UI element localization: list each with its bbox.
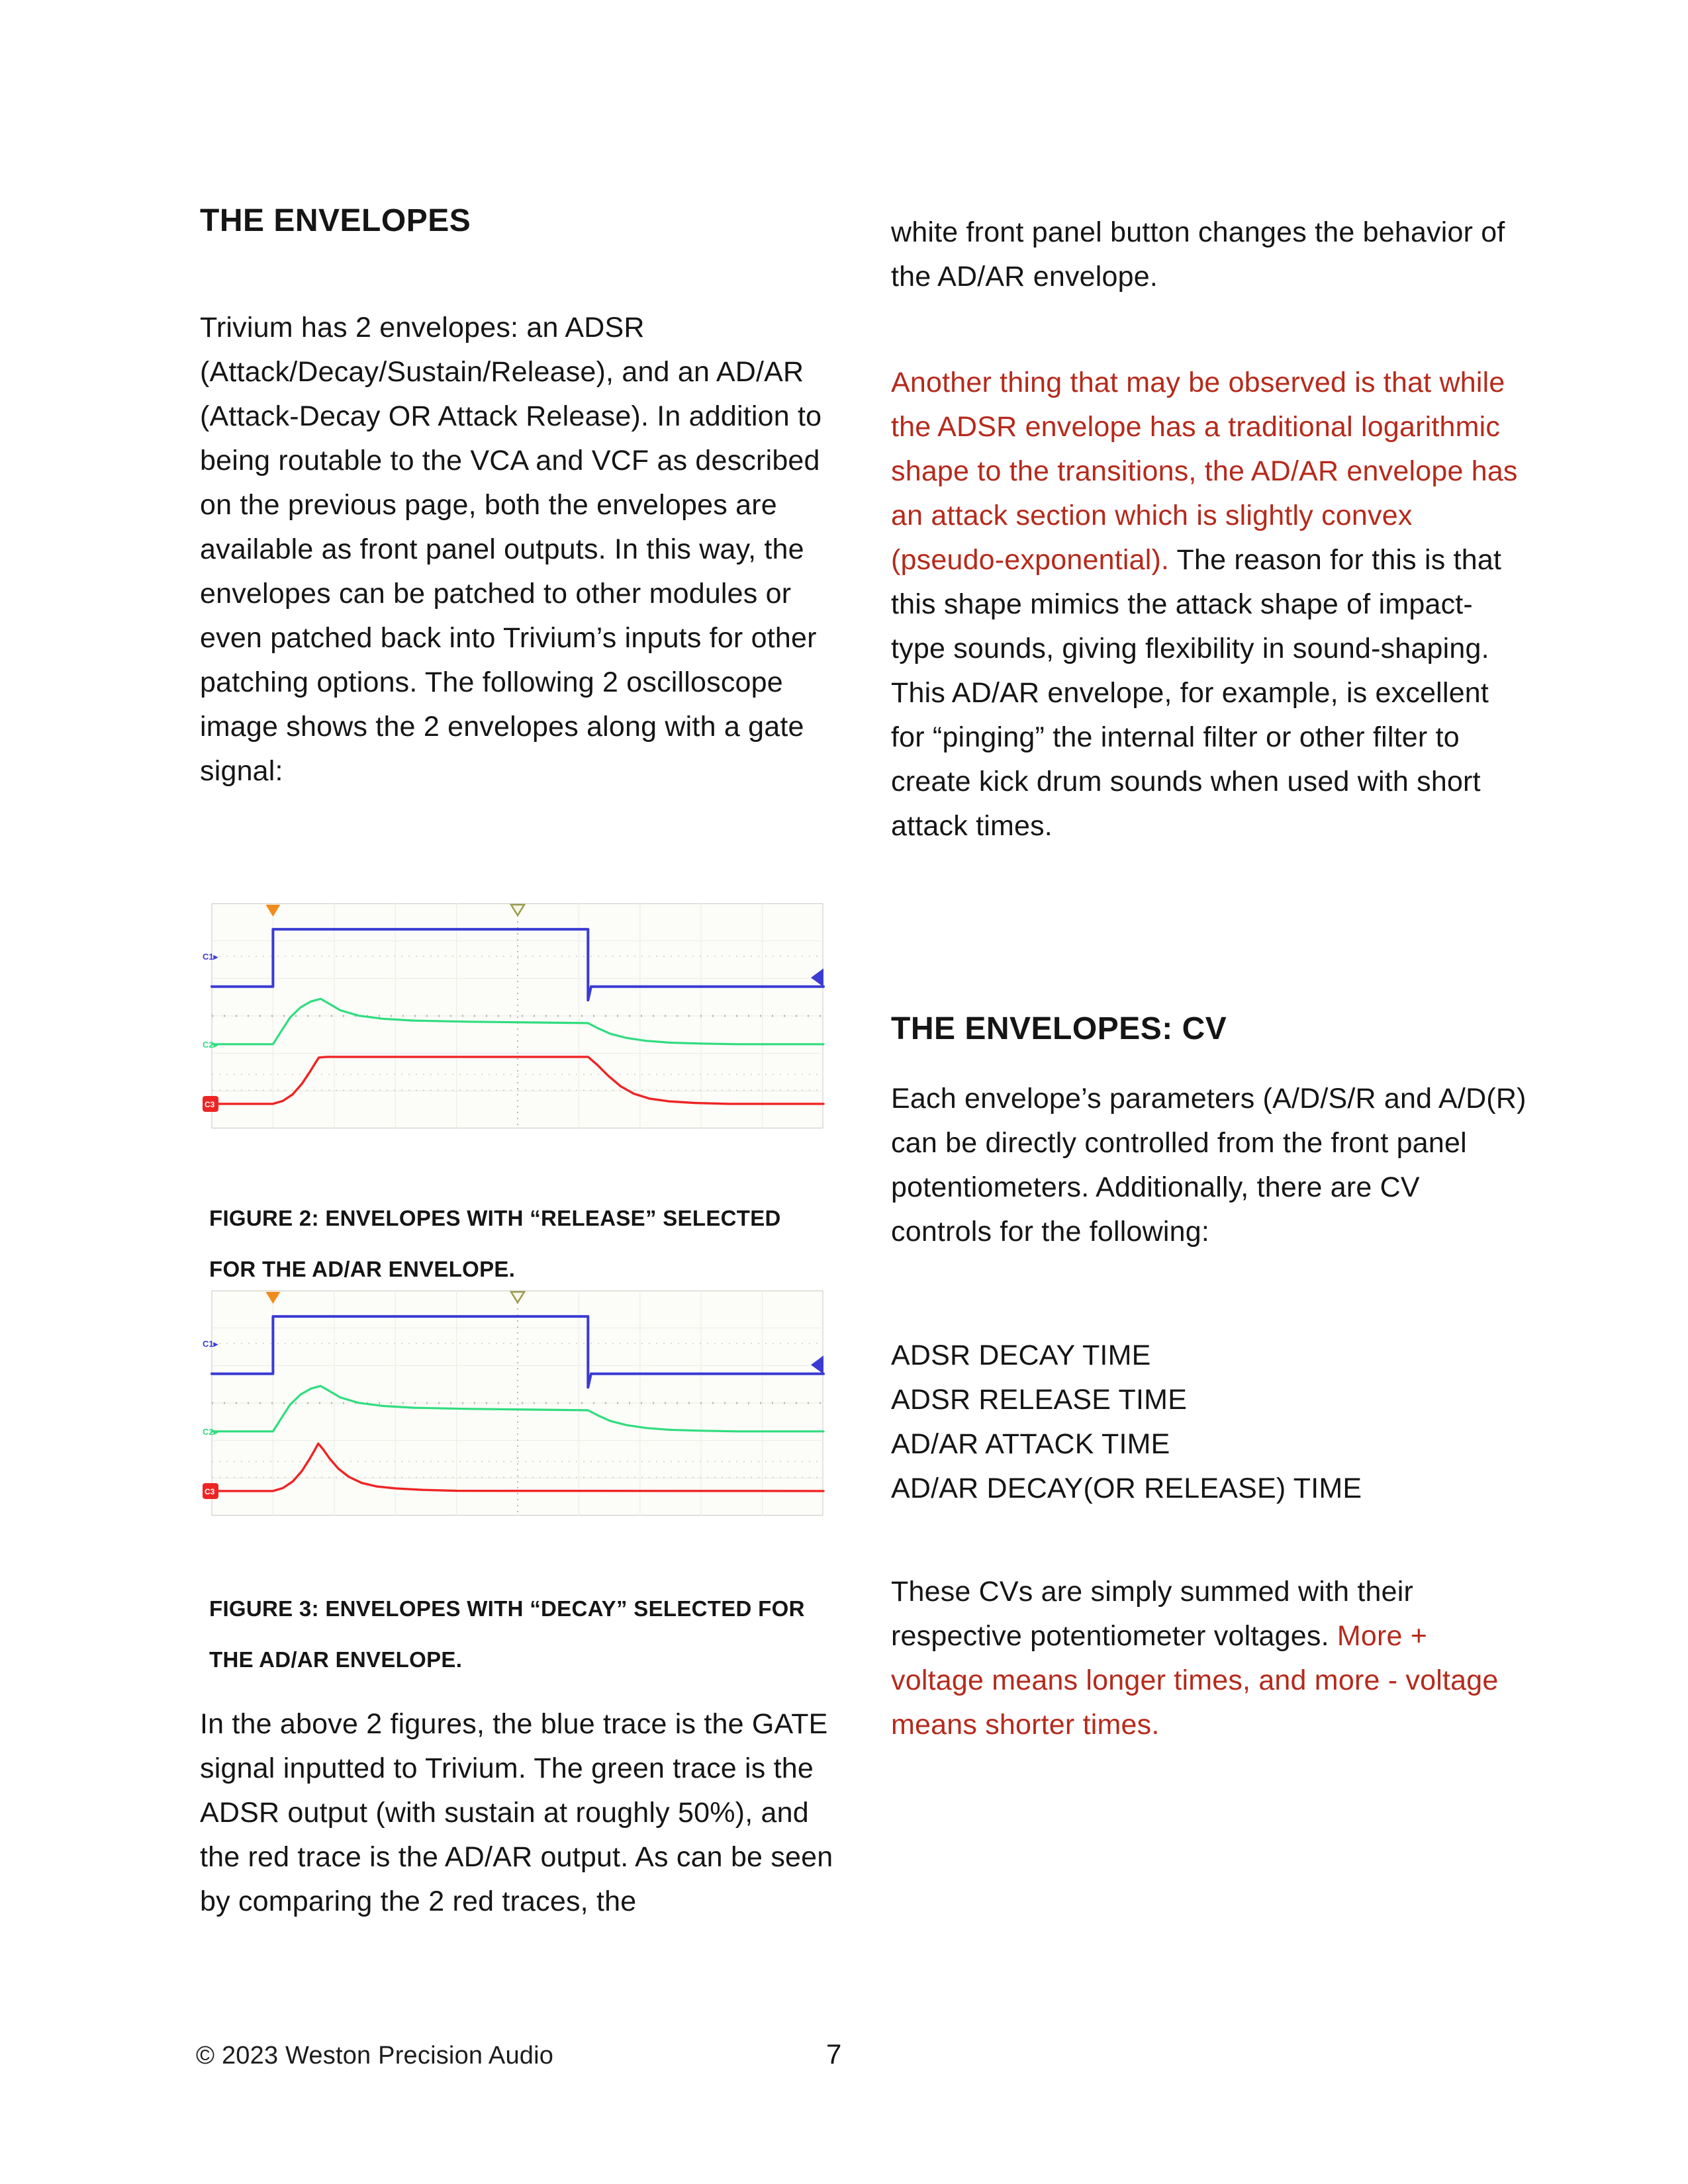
cv-intro-paragraph: Each envelope’s parameters (A/D/S/R and A/D(R) can be directly controlled from the front panel potentiometers. Additionally, there are CV controls for the following: bbox=[891, 1083, 1526, 1248]
page-number: 7 bbox=[826, 2038, 842, 2070]
cv-summing-paragraph bbox=[891, 1570, 1526, 1747]
svg-text:C2▸: C2▸ bbox=[203, 1426, 218, 1437]
envelope-shape-paragraph bbox=[891, 361, 1526, 848]
envelopes-intro-paragraph: Trivium has 2 envelopes: an ADSR (Attack/Decay/Sustain/Release), and an AD/AR (Attack-Decay OR Attack Release). In addition to being routable to the VCA and VCF as described on the previous page, both the envelopes are available as front panel outputs. In this way, the envelopes can be patched to other modules or even patched back into Trivium’s inputs for other patching options. The following 2 oscilloscope image shows the 2 envelopes along with a gate signal: bbox=[200, 312, 822, 787]
button-behavior-paragraph: white front panel button changes the behavior of the AD/AR envelope. bbox=[891, 216, 1505, 293]
section-heading-envelopes: THE ENVELOPES bbox=[200, 203, 471, 238]
cv-list-item-adar-attack: AD/AR ATTACK TIME bbox=[891, 1428, 1170, 1460]
figure-2-caption: FIGURE 2: ENVELOPES WITH “RELEASE” SELECTED FOR THE AD/AR ENVELOPE. bbox=[209, 1206, 781, 1281]
envelope-shape-continuation: The reason for this is that this shape mimics the attack shape of impact-type sounds, giving flexibility in sound-shaping. This AD/AR envelope, for example, is excellent for “pinging” the internal filter or other filter to create kick drum sounds when used with short attack times. bbox=[891, 544, 1502, 842]
figure-3 bbox=[201, 1291, 827, 1516]
svg-text:C3: C3 bbox=[205, 1099, 215, 1109]
cv-list-item-adsr-release: ADSR RELEASE TIME bbox=[891, 1384, 1188, 1416]
oscilloscope-figure-2 bbox=[201, 903, 827, 1128]
cv-list-item-adsr-decay: ADSR DECAY TIME bbox=[891, 1340, 1151, 1371]
cv-list-item-adar-decay-release: AD/AR DECAY(OR RELEASE) TIME bbox=[891, 1473, 1362, 1504]
svg-text:C1▸: C1▸ bbox=[203, 951, 218, 962]
cv-voltage-highlight: More + voltage means longer times, and more - voltage means shorter times. bbox=[891, 1620, 1499, 1741]
trace-explanation-paragraph: In the above 2 figures, the blue trace is the GATE signal inputted to Trivium. The green trace is the ADSR output (with sustain at roughly 50%), and the red trace is the AD/AR output. As can be seen by comparing the 2 red traces, the bbox=[200, 1708, 833, 1917]
section-heading-envelopes-cv: THE ENVELOPES: CV bbox=[891, 1011, 1227, 1046]
svg-text:C3: C3 bbox=[205, 1486, 215, 1496]
figure-3-caption: FIGURE 3: ENVELOPES WITH “DECAY” SELECTED FOR THE AD/AR ENVELOPE. bbox=[209, 1596, 805, 1672]
footer-copyright: © 2023 Weston Precision Audio bbox=[196, 2042, 554, 2070]
cv-summing-text: These CVs are simply summed with their respective potentiometer voltages. bbox=[891, 1576, 1414, 1652]
cv-list bbox=[891, 1334, 1526, 1511]
svg-text:C2▸: C2▸ bbox=[203, 1039, 218, 1050]
figure-2 bbox=[201, 903, 827, 1128]
svg-text:C1▸: C1▸ bbox=[203, 1338, 218, 1349]
envelope-shape-highlight: Another thing that may be observed is that while the ADSR envelope has a traditional logarithmic shape to the transitions, the AD/AR envelope has an attack section which is slightly convex (pseudo-exponential). bbox=[891, 367, 1518, 576]
oscilloscope-figure-3 bbox=[201, 1291, 827, 1516]
